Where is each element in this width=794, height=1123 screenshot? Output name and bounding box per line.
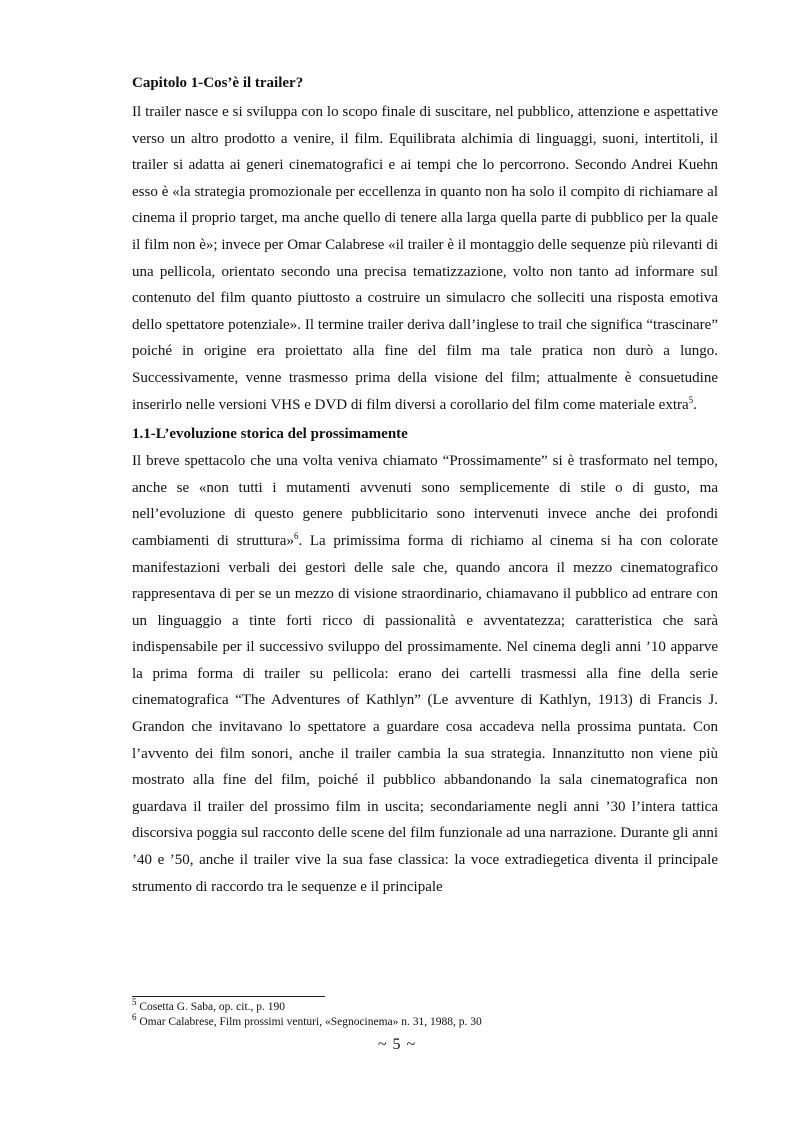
paragraph-evolution-text-after: . La primissima forma di richiamo al cinema si ha con colorate manifestazioni verbali dei gestori delle sale che, quando ancora il mezzo cinematografico rappresentava di per se un mezzo di visione straordinario, chiamavano il pubblico ad entrare con un linguaggio a tinte forti ricco di passionalità e avventatezza; caratteristica che sarà indispensabile per il successivo sviluppo del prossimamente. Nel cinema degli anni ’10 apparve la prima forma di trailer su pellicola: erano dei cartelli trasmessi alla fine della serie cinematografica “The Adventures of Kathlyn” (Le avventure di Kathlyn, 1913) di Francis J. Grandon che invitavano lo spettatore a guardare cosa accadeva nella prossima puntata. Con l’avvento dei film sonori, anche il trailer cambia la sua strategia. Innanzitutto non viene più mostrato alla fine del film, poiché il pubblico abbandonando la sala cinematografica non guardava il trailer del prossimo film in uscita; secondariamente negli anni ’30 l’intera tattica discorsiva poggia sul racconto delle scene del film funzionale ad una narrazione. Durante gli anni ’40 e ’50, anche il trailer vive la sua fase classica: la voce extradiegetica diventa il principale strumento di raccordo tra le sequenze e il principale — [132, 532, 718, 895]
footnote-divider — [132, 996, 325, 997]
paragraph-intro — [132, 99, 718, 418]
paragraph-intro-end: . — [693, 396, 697, 413]
page-body — [132, 73, 718, 900]
footnote-text: Omar Calabrese, Film prossimi venturi, «Segnocinema» n. 31, 1988, p. 30 — [136, 1015, 482, 1028]
chapter-heading: Capitolo 1-Cos’è il trailer? — [132, 75, 304, 91]
paragraph-evolution-text-before: Il breve spettacolo che una volta veniva chiamato “Prossimamente” si è trasformato nel tempo, anche se «non tutti i mutamenti avvenuti sono semplicemente di stile o di gusto, ma nell’evoluzione di questo genere pubblicitario sono intervenuti invece anche dei profondi cambiamenti di struttura» — [132, 453, 718, 549]
footnote-ref-5[interactable]: 5 — [688, 394, 694, 405]
page-number: ~ 5 ~ — [377, 1036, 417, 1053]
footnotes — [132, 996, 718, 1029]
footnote-number: 5 — [132, 997, 137, 1008]
paragraph-intro-text: Il trailer nasce e si sviluppa con lo scopo finale di suscitare, nel pubblico, attenzione e aspettative verso un altro prodotto a venire, il film. Equilibrata alchimia di linguaggi, suoni, intertitoli, il trailer si adatta ai generi cinematografici e ai tempi che lo percorrono. Secondo Andrei Kuehn esso è «la strategia promozionale per eccellenza in quanto non ha solo il compito di richiamare al cinema il proprio target, ma anche quello di tenere alla larga quella parte di pubblico per la quale il film non è»; invece per Omar Calabrese «il trailer è il montaggio delle sequenze più rilevanti di una pellicola, orientato secondo una precisa tematizzazione, volto non tanto ad informare sul contenuto del film quanto piuttosto a costruire un simulacro che solleciti una risposta emotiva dello spettatore potenziale». Il termine trailer deriva dall’inglese to trail che significa “trascinare” poiché in origine era proiettato alla fine del film ma tale pratica non durò a lungo. Successivamente, venne trasmesso prima della visione del film; attualmente è consuetudine inserirlo nelle versioni VHS e DVD di film diversi a corollario del film come materiale extra — [132, 104, 718, 413]
section-heading: 1.1-L’evoluzione storica del prossimamente — [132, 426, 408, 443]
footnote-ref-6[interactable]: 6 — [293, 530, 299, 541]
footnote-text: Cosetta G. Saba, op. cit., p. 190 — [136, 1001, 286, 1013]
footnote-number: 6 — [132, 1011, 137, 1022]
footnote-5 — [132, 997, 718, 1015]
footnote-6 — [132, 1011, 718, 1030]
paragraph-evolution — [132, 448, 718, 900]
